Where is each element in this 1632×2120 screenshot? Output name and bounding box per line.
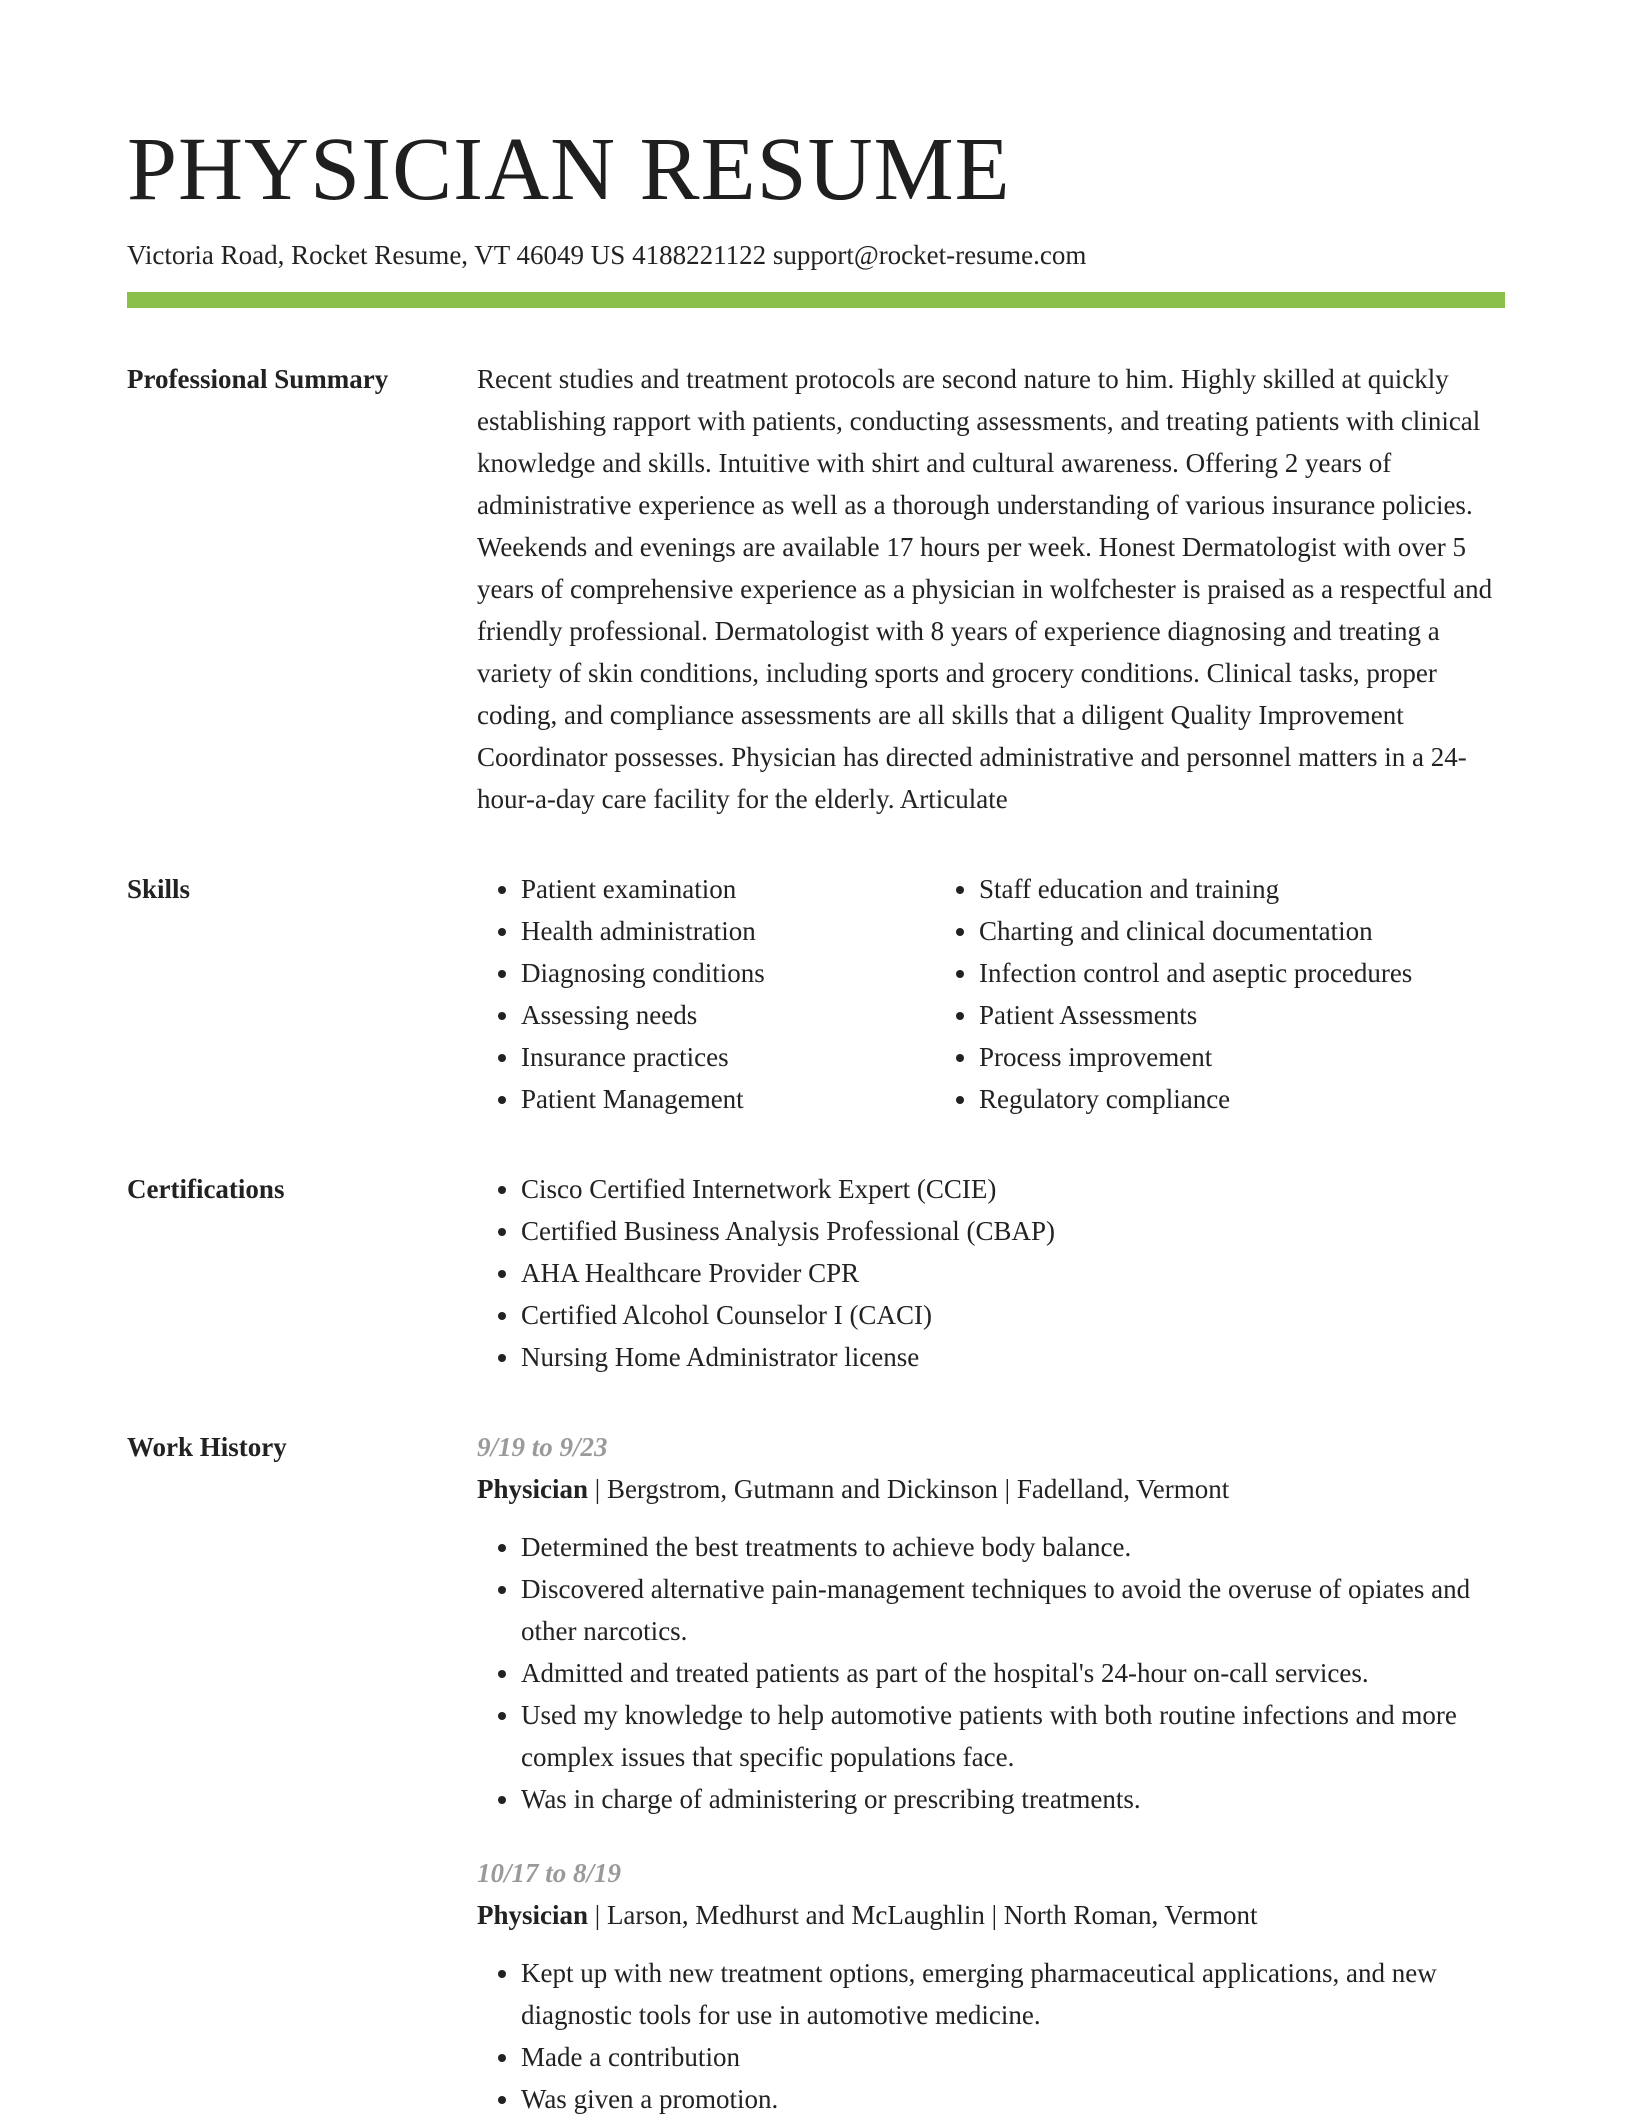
job-location: North Roman, Vermont xyxy=(1003,1900,1258,1930)
job-duties-list xyxy=(477,1526,1505,1820)
contact-email: support@rocket-resume.com xyxy=(772,240,1087,270)
job-entry xyxy=(477,1426,1505,1820)
certifications-list xyxy=(477,1168,1505,1378)
certifications-heading: Certifications xyxy=(127,1174,285,1204)
job-heading: Physician | Larson, Medhurst and McLaughlin | North Roman, Vermont xyxy=(477,1900,1258,1930)
skill-item: • Patient examination xyxy=(521,868,935,910)
job-duty: • Made a contribution xyxy=(521,2036,1505,2078)
skill-item: • Staff education and training xyxy=(979,868,1412,910)
skill-item: • Process improvement xyxy=(979,1036,1412,1078)
contact-line xyxy=(127,238,1505,272)
summary-text: Recent studies and treatment protocols are second nature to him. Highly skilled at quickly establishing rapport with patients, conducting assessments, and treating patients with clinical knowledge and skills. Intuitive with shirt and cultural awareness. Offering 2 years of administrative experience as well as a thorough understanding of various insurance policies. Weekends and evenings are available 17 hours per week. Honest Dermatologist with over 5 years of comprehensive experience as a physician in wolfchester is praised as a respectful and friendly professional. Dermatologist with 8 years of experience diagnosing and treating a variety of skin conditions, including sports and grocery conditions. Clinical tasks, proper coding, and compliance assessments are all skills that a diligent Quality Improvement Coordinator possesses. Physician has directed administrative and personnel matters in a 24-hour-a-day care facility for the elderly. Articulate xyxy=(477,364,1493,814)
job-duty: • Was given a promotion. xyxy=(521,2078,1505,2120)
job-duty: • Was in charge of administering or prescribing treatments. xyxy=(521,1778,1505,1820)
work-history-content xyxy=(477,1426,1505,2120)
skills-content xyxy=(477,868,1505,1120)
skill-item: • Health administration xyxy=(521,910,935,952)
job-dates: 10/17 to 8/19 xyxy=(477,1858,622,1888)
summary-section xyxy=(127,358,1505,820)
skill-item: • Patient Management xyxy=(521,1078,935,1120)
job-duty: • Admitted and treated patients as part of the hospital's 24-hour on-call services. xyxy=(521,1652,1505,1694)
skill-item: • Patient Assessments xyxy=(979,994,1412,1036)
work-history-heading: Work History xyxy=(127,1432,287,1462)
contact-phone: 4188221122 xyxy=(632,240,767,270)
skill-item: • Assessing needs xyxy=(521,994,935,1036)
contact-address: Victoria Road, Rocket Resume, VT 46049 US xyxy=(127,240,626,270)
job-location: Fadelland, Vermont xyxy=(1016,1474,1230,1504)
summary-heading: Professional Summary xyxy=(127,364,389,394)
job-heading: Physician | Bergstrom, Gutmann and Dickinson | Fadelland, Vermont xyxy=(477,1474,1230,1504)
job-company: Larson, Medhurst and McLaughlin xyxy=(606,1900,985,1930)
skills-section xyxy=(127,868,1505,1120)
certification-item: • Certified Business Analysis Professional (CBAP) xyxy=(521,1210,1505,1252)
job-company: Bergstrom, Gutmann and Dickinson xyxy=(606,1474,998,1504)
job-duty: • Kept up with new treatment options, emerging pharmaceutical applications, and new diagnostic tools for use in automotive medicine. xyxy=(521,1952,1505,2036)
skill-item: • Infection control and aseptic procedures xyxy=(979,952,1412,994)
certification-item: • AHA Healthcare Provider CPR xyxy=(521,1252,1505,1294)
skill-item: • Charting and clinical documentation xyxy=(979,910,1412,952)
skill-item: • Insurance practices xyxy=(521,1036,935,1078)
certifications-content xyxy=(477,1168,1505,1378)
certification-item: • Cisco Certified Internetwork Expert (CCIE) xyxy=(521,1168,1505,1210)
skill-item: • Diagnosing conditions xyxy=(521,952,935,994)
job-duty: • Determined the best treatments to achieve body balance. xyxy=(521,1526,1505,1568)
skills-heading: Skills xyxy=(127,874,191,904)
summary-content xyxy=(477,358,1505,820)
skills-list-left xyxy=(477,868,935,1120)
job-dates: 9/19 to 9/23 xyxy=(477,1432,608,1462)
skills-list-right xyxy=(935,868,1412,1120)
page-title: PHYSICIAN RESUME xyxy=(127,120,1011,219)
header-divider xyxy=(127,292,1505,308)
certifications-section xyxy=(127,1168,1505,1378)
job-duty: • Used my knowledge to help automotive patients with both routine infections and more complex issues that specific populations face. xyxy=(521,1694,1505,1778)
certification-item: • Nursing Home Administrator license xyxy=(521,1336,1505,1378)
job-duties-list xyxy=(477,1952,1505,2120)
skill-item: • Regulatory compliance xyxy=(979,1078,1412,1120)
certification-item: • Certified Alcohol Counselor I (CACI) xyxy=(521,1294,1505,1336)
job-duty: • Discovered alternative pain-management techniques to avoid the overuse of opiates and other narcotics. xyxy=(521,1568,1505,1652)
job-title: Physician xyxy=(477,1474,589,1504)
job-title: Physician xyxy=(477,1900,589,1930)
job-entry xyxy=(477,1852,1505,2120)
work-history-section xyxy=(127,1426,1505,2120)
